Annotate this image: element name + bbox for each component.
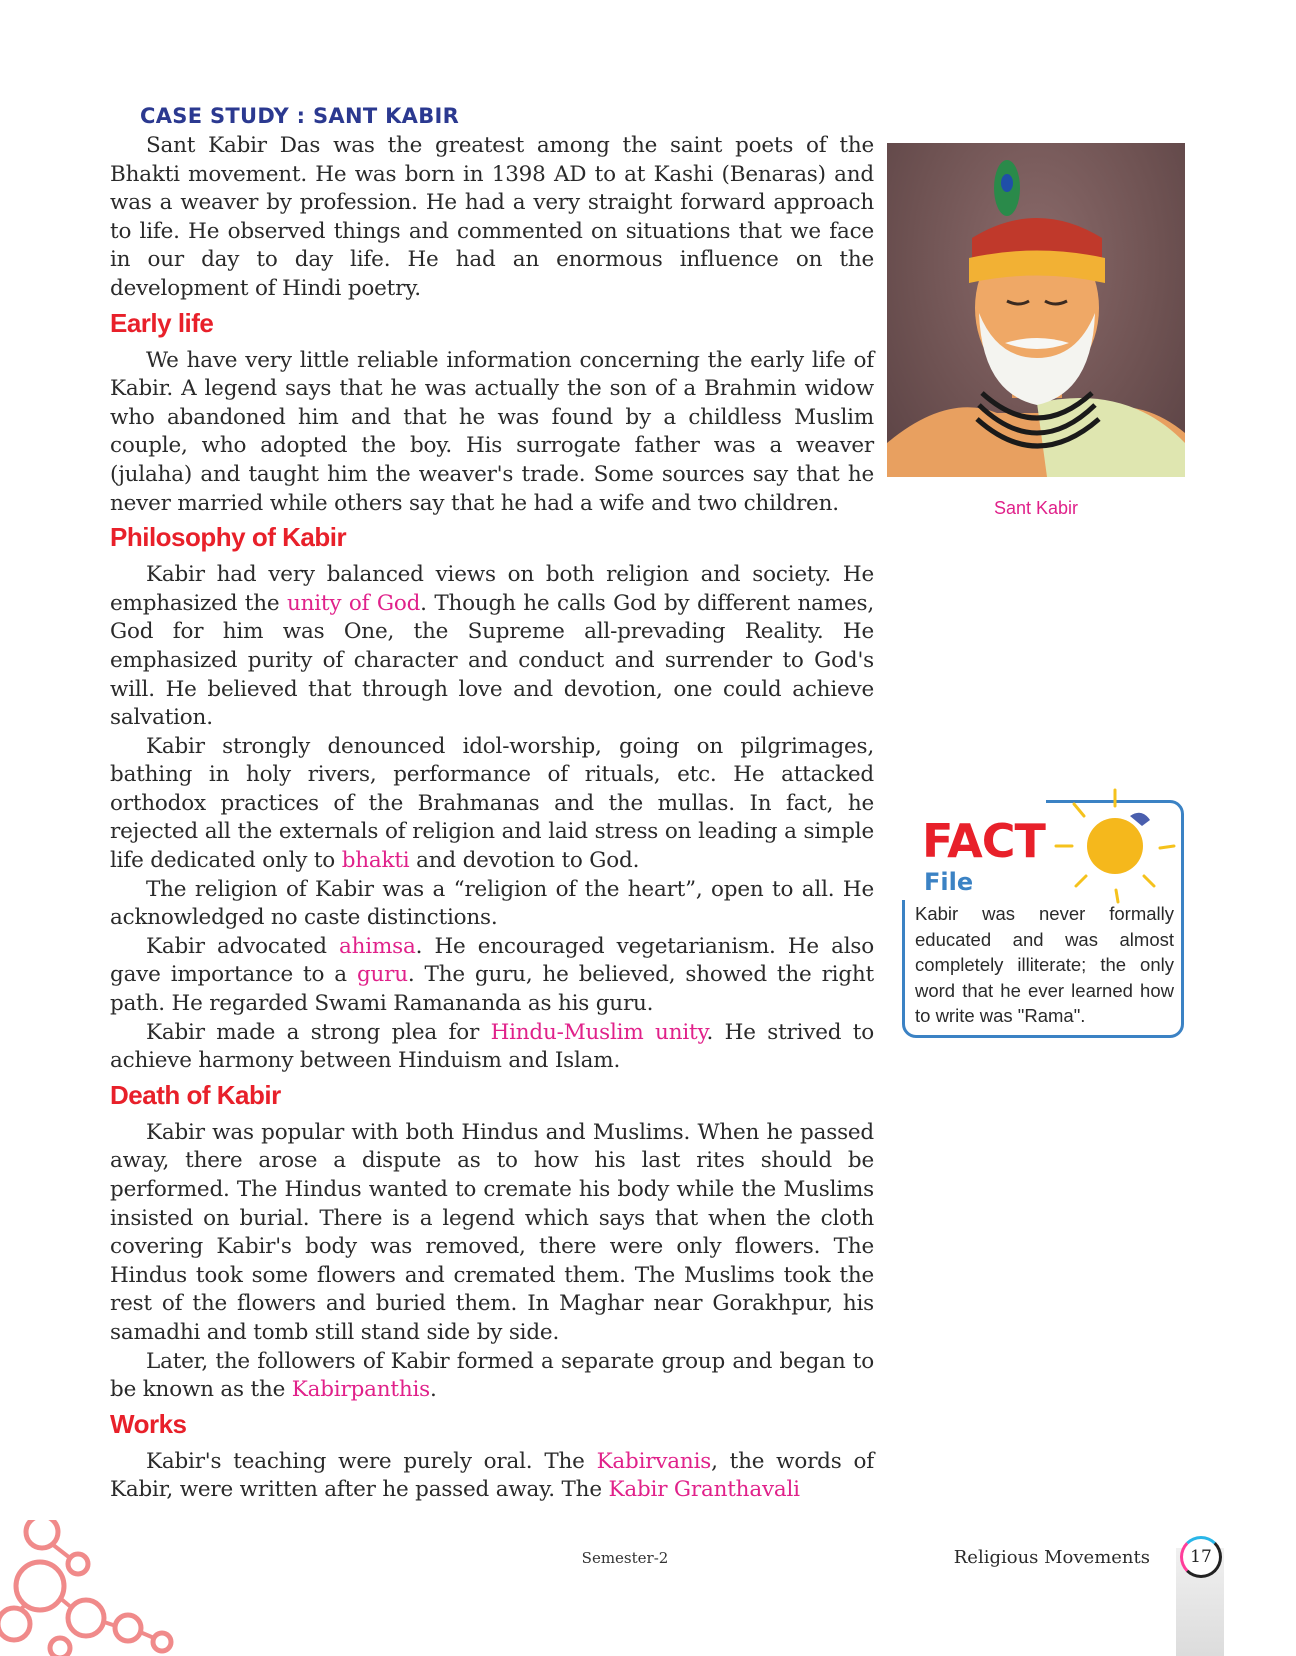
early-life-paragraph: We have very little reliable information concerning the early life of Kabir. A legend says that he was actually the son of a Brahmin widow who abandoned him and that he was found by a childless Muslim couple, who adopted the boy. His surrogate father was a weaver (julaha) and taught him the weaver's trade. Some sources say that he never married while others say that he had a wife and two children. [110, 347, 874, 516]
philosophy-paragraph-5: Kabir made a strong plea for Hindu-Muslim unity. He strived to achieve harmony between Hinduism and Islam. [110, 1019, 874, 1074]
fact-text: Kabir was never formally educated and was almost completely illiterate; the only word that he ever learned how to write was "Rama". [915, 903, 1174, 1027]
portrait-caption: Sant Kabir [993, 498, 1079, 518]
chapter-label: Religious Movements [953, 1547, 1150, 1568]
semester-label: Semester-2 [581, 1549, 669, 1567]
philosophy-paragraph-3: The religion of Kabir was a “religion of the heart”, open to all. He acknowledged no caste distinctions. [110, 876, 874, 931]
works-heading: Works [110, 1408, 187, 1439]
fact-title: FACT [922, 814, 1045, 868]
highlight-term: unity of God [286, 590, 421, 616]
philosophy-paragraph-1: Kabir had very balanced views on both religion and society. He emphasized the unity of God. Though he calls God by different names, God for him was One, the Supreme all-prevading Reality. He emphasized purity of character and conduct and surrender to God's will. He believed that through love and devotion, one could achieve salvation. [110, 562, 874, 731]
highlight-term: Kabirpanthis [291, 1377, 430, 1403]
highlight-term: guru [356, 962, 408, 988]
highlight-term: Kabirvanis [596, 1448, 712, 1474]
philosophy-paragraph-4: Kabir advocated ahimsa. He encouraged vegetarianism. He also gave importance to a guru. The guru, he believed, showed the right path. He regarded Swami Ramananda as his guru. [110, 933, 874, 1017]
works-paragraph-1: Kabir's teaching were purely oral. The Kabirvanis, the words of Kabir, were written after he passed away. The Kabir Granthavali [110, 1448, 874, 1503]
fact-subtitle: File [924, 868, 974, 896]
philosophy-heading: Philosophy of Kabir [110, 522, 347, 553]
death-paragraph-1: Kabir was popular with both Hindus and Muslims. When he passed away, there arose a dispute as to how his last rites should be performed. The Hindus wanted to cremate his body while the Muslims insisted on burial. There is a legend which says that when the cloth covering Kabir's body was removed, there were only flowers. The Hindus took some flowers and cremated them. The Muslims took the rest of the flowers and buried them. In Maghar near Gorakhpur, his samadhi and tomb still stand side by side. [110, 1119, 874, 1345]
case-study-title: CASE STUDY : SANT KABIR [140, 104, 460, 128]
intro-paragraph: Sant Kabir Das was the greatest among the saint poets of the Bhakti movement. He was born in 1398 AD to at Kashi (Benaras) and was a weaver by profession. He had a very straight forward approach to life. He observed things and commented on situations that we face in our day to day life. He had an enormous influence on the development of Hindi poetry. [110, 133, 874, 301]
main-column [110, 104, 874, 1505]
death-paragraph-2: Later, the followers of Kabir formed a separate group and began to be known as the Kabirpanthis. [110, 1348, 874, 1403]
early-life-heading: Early life [110, 307, 214, 338]
bubble-decoration [0, 1520, 180, 1656]
highlight-term: bhakti [341, 848, 410, 874]
death-heading: Death of Kabir [110, 1079, 281, 1110]
page-number: 17 [1180, 1536, 1222, 1578]
sant-kabir-portrait [887, 143, 1185, 477]
highlight-term: Kabir Granthavali [608, 1477, 800, 1503]
philosophy-paragraph-2: Kabir strongly denounced idol-worship, going on pilgrimages, bathing in holy rivers, performance of rituals, etc. He attacked orthodox practices of the Brahmanas and the mullas. In fact, he rejected all the externals of religion and laid stress on leading a simple life dedicated only to bhakti and devotion to God. [110, 733, 874, 874]
highlight-term: Hindu-Muslim unity [490, 1019, 707, 1045]
highlight-term: ahimsa [339, 933, 416, 959]
sun-icon [1050, 786, 1180, 906]
